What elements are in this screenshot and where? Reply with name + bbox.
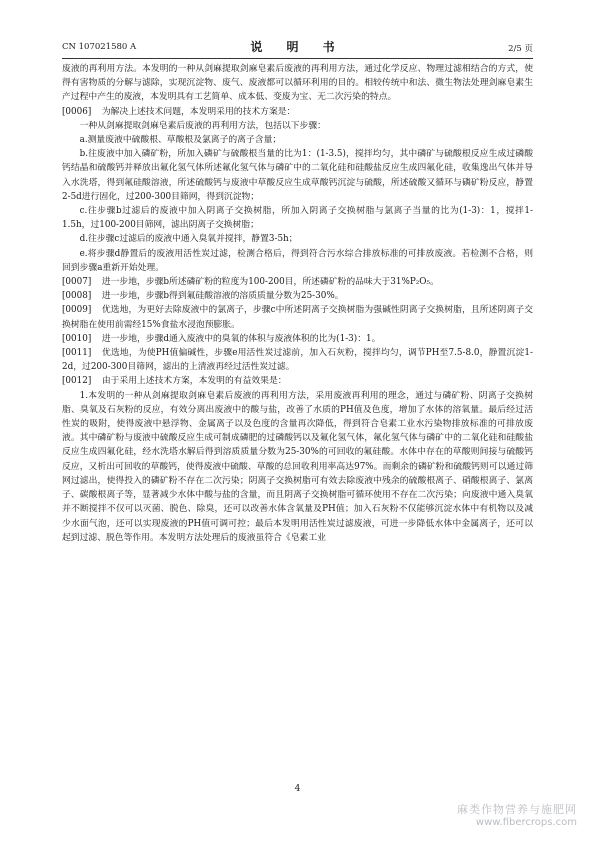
watermark-site-name: 麻类作物营养与施肥网 bbox=[457, 803, 577, 816]
watermark-url: www.fibercrops.com bbox=[475, 817, 577, 828]
paragraph bbox=[62, 389, 533, 545]
paragraph-text: 一种从剑麻提取剑麻皂素后废液的再利用方法，包括以下步骤： bbox=[79, 120, 326, 131]
paragraph-text: a.测量废液中硫酸根、草酸根及氯离子的离子含量； bbox=[79, 135, 282, 146]
paragraph bbox=[62, 332, 533, 346]
page-info: 2/5 页 bbox=[508, 44, 533, 54]
header-rule bbox=[62, 58, 533, 59]
paragraph-text: 进一步地，步骤b得到氟硅酸溶液的溶质质量分数为25-30%。 bbox=[101, 291, 344, 302]
paragraph bbox=[62, 147, 533, 204]
body-text bbox=[62, 62, 533, 545]
paragraph-text: 优选地，为使PH值偏碱性，步骤e用活性炭过滤前，加入石灰粉，搅拌均匀，调节PH至7.5-8.0，静置沉淀1-2d，过200-300目筛网，滤出的上清液再经过活性炭过滤。 bbox=[62, 348, 533, 373]
paragraph bbox=[62, 303, 533, 331]
paragraph-text: 进一步地，步骤b所述磷矿粉的粒度为100-200目，所述磷矿粉的品味大于31%P₂O₅。 bbox=[101, 277, 439, 288]
paragraph-number: [0010] bbox=[62, 333, 92, 344]
paragraph bbox=[62, 62, 533, 105]
paragraph-text: e.将步骤d静置后的废液用活性炭过滤，检测合格后，得到符合污水综合排放标准的可排放废液。若检测不合格，则回到步骤a重新开始处理。 bbox=[62, 248, 533, 273]
page-header bbox=[62, 38, 533, 54]
paragraph-number: [0008] bbox=[62, 291, 92, 302]
paragraph bbox=[62, 247, 533, 275]
page-number: 4 bbox=[294, 784, 301, 794]
paragraph bbox=[62, 105, 533, 119]
paragraph bbox=[62, 374, 533, 388]
paragraph-number: [0011] bbox=[62, 348, 92, 359]
paragraph-text: d.往步骤c过滤后的废液中通入臭氧并搅拌，静置3-5h； bbox=[79, 234, 298, 245]
paragraph bbox=[62, 119, 533, 133]
paragraph-text: 进一步地，步骤d通入废液中的臭氧的体积与废液体积的比为(1-3)：1。 bbox=[101, 333, 381, 344]
paragraph bbox=[62, 204, 533, 232]
paragraph bbox=[62, 232, 533, 246]
paragraph bbox=[62, 133, 533, 147]
paragraph-text: 废液的再利用方法。本发明的一种从剑麻提取剑麻皂素后废液的再利用方法，通过化学反应、物理过滤相结合的方式，使得有害物质的分解与滤除，实现沉淀物、废气、废液都可以循环利用的目的。相较传统中和法、微生物法处理剑麻皂素生产过程中产生的废液，本发明具有工艺简单、成本低、变废为宝、无二次污染的特点。 bbox=[62, 64, 533, 103]
paragraph-text: 为解决上述技术问题，本发明采用的技术方案是： bbox=[101, 106, 296, 117]
paragraph-text: 优选地，为更好去除废液中的氯离子，步骤c中所述阴离子交换树脂为强碱性阴离子交换树脂，且所述阴离子交换树脂在使用前需经15%食盐水浸泡预膨胀。 bbox=[62, 305, 533, 330]
paragraph-text: 1.本发明的一种从剑麻提取剑麻皂素后废液的再利用方法，采用废液再利用的理念，通过与磷矿粉、阴离子交换树脂、臭氧及石灰粉的反应，有效分离出废液中的酸与盐，改善了水质的PH值及色度，增加了水体的溶氧量。最后经过活性炭的吸附，使得废液中悬浮物、金属离子以及色度的含量再次降低，得到符合皂素工业水污染物排放标准的可排放废液。其中磷矿粉与废液中硫酸反应生成可制成磷肥的过磷酸钙以及氟化氢气体，氟化氢气体与磷矿中的二氧化硅和硅酸盐反应生成四氟化硅，经水洗塔水解后得到溶质质量分数为25-30%的可回收的氟硅酸。水体中存在的草酸则间接与硫酸钙反应，又析出可回收的草酸钙，使得废液中硫酸、草酸的总回收利用率高达97%。而剩余的磷矿粉和硫酸钙则可以通过筛网过滤出，使得投入的磷矿粉不存在二次污染；阴离子交换树脂可有效去除废液中残余的硫酸根离子、硝酸根离子、氯离子、碳酸根离子等，显著减少水体中酸与盐的含量，而且阴离子交换树脂可循环使用不存在二次污染；向废液中通入臭氧并不断搅拌不仅可以灭菌、脱色、除臭，还可以改善水体含氧量及PH值；加入石灰粉不仅能够沉淀水体中有机物以及减少水面气泡，还可以实现废液的PH值可调可控；最后本发明用活性炭过滤废液，可进一步降低水体中金属离子，还可以起到过滤、脱色等作用。本发明方法处理后的废液虽符合《皂素工业 bbox=[62, 390, 533, 543]
paragraph bbox=[62, 289, 533, 303]
paragraph-text: b.往废液中加入磷矿粉，所加入磷矿与硫酸根当量的比为1：(1-3.5)，搅拌均匀，其中磷矿与硫酸根反应生成过磷酸钙结晶和硫酸钙并释放出氟化氢气体所述氟化氢气体与磷矿中的二氧化硅和硅酸盐反应生成四氟化硅，收集逸出气体并导入水洗塔，得到氟硅酸溶液，所述硫酸钙与废液中草酸反应生成草酸钙沉淀与硫酸，所述硫酸又循环与磷矿粉反应，静置2-5d进行固化，过200-300目筛网，得到沉淀物； bbox=[62, 149, 533, 202]
paragraph bbox=[62, 275, 533, 289]
site-watermark bbox=[457, 803, 577, 829]
paragraph-number: [0006] bbox=[62, 106, 92, 117]
paragraph-text: c.往步骤b过滤后的废液中加入阴离子交换树脂，所加入阴离子交换树脂与氯离子当量的比为(1-3)：1，搅拌1-1.5h，过100-200目筛网，滤出阴离子交换树脂； bbox=[62, 206, 533, 231]
paragraph-number: [0012] bbox=[62, 376, 92, 387]
doc-title: 说 明 书 bbox=[250, 40, 345, 54]
doc-number: CN 107021580 A bbox=[62, 42, 137, 52]
paragraph bbox=[62, 346, 533, 374]
paragraph-number: [0009] bbox=[62, 305, 92, 316]
paragraph-text: 由于采用上述技术方案，本发明的有益效果是： bbox=[101, 376, 287, 387]
paragraph-number: [0007] bbox=[62, 277, 92, 288]
